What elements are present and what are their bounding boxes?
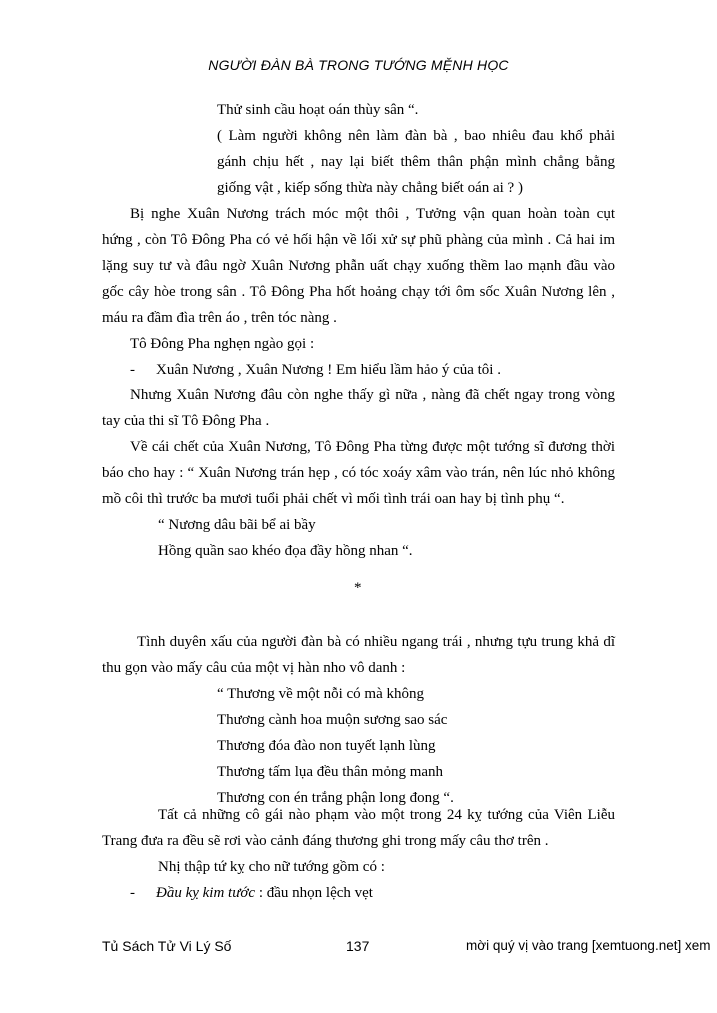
dialogue-text: Xuân Nương , Xuân Nương ! Em hiểu lầm hảo ý của tôi .	[156, 362, 501, 378]
p4-line-1: Về cái chết của Xuân Nương, Tô Đông Pha từng được một tướng sĩ đương thời	[130, 439, 615, 455]
list-desc: : đầu nhọn lệch vẹt	[255, 885, 373, 901]
p5-line-1: Tình duyên xấu của người đàn bà có nhiều ngang trái , nhưng tựu trung khả dĩ	[137, 634, 615, 650]
verse3-line-4: Thương tấm lụa đều thân mỏng manh	[217, 764, 444, 780]
list-dash: -	[130, 885, 135, 901]
footer-right: mời quý vị vào trang [xemtuong.net] xem	[466, 938, 711, 953]
p2-line: Tô Đông Pha nghẹn ngào gọi :	[130, 336, 315, 352]
verse3-line-3: Thương đóa đào non tuyết lạnh lùng	[217, 738, 436, 754]
p1-line-1: Bị nghe Xuân Nương trách móc một thôi , Tưởng vận quan hoàn toàn cụt	[130, 206, 615, 222]
verse3-line-1: “ Thương về một nỗi có mà không	[217, 686, 425, 702]
verse1-line-2: ( Làm người không nên làm đàn bà , bao nhiêu đau khổ phải	[217, 128, 615, 144]
verse2-line-1: “ Nương dâu bãi bể ai bầy	[158, 517, 316, 533]
footer-left: Tủ Sách Tử Vi Lý Số	[102, 938, 232, 954]
p6-line-2: Trang đưa ra đều sẽ rơi vào cảnh đáng thương ghi trong mấy câu thơ trên .	[102, 833, 549, 849]
page-header: NGƯỜI ĐÀN BÀ TRONG TƯỚNG MỆNH HỌC	[208, 57, 509, 73]
dialogue-dash: -	[130, 362, 135, 378]
p3-line-2: tay của thi sĩ Tô Đông Pha .	[102, 413, 270, 429]
p6-line-1: Tất cả những cô gái nào phạm vào một trong 24 kỵ tướng của Viên Liễu	[158, 807, 615, 823]
page-number: 137	[346, 938, 370, 954]
verse1-line-4: giống vật , kiếp sống thừa này chẳng biết oán ai ? )	[217, 180, 523, 196]
p1-line-2: hứng , còn Tô Đông Pha có vẻ hối hận về lối xử sự phũ phàng của mình . Cả hai im	[102, 232, 615, 248]
verse3-line-5: Thương con én trắng phận long đong “.	[217, 790, 454, 806]
list-term: Đầu kỵ kim tước	[156, 885, 256, 901]
p7-line: Nhị thập tứ kỵ cho nữ tướng gồm có :	[158, 859, 385, 875]
p4-line-2: báo cho hay : “ Xuân Nương trán hẹp , có tóc xoáy xâm vào trán, nên lúc nhỏ không	[102, 465, 615, 481]
verse1-line-1: Thử sinh cầu hoạt oán thùy sân “.	[217, 102, 419, 118]
verse3-line-2: Thương cành hoa muộn sương sao sác	[217, 712, 448, 728]
p5-line-2: thu gọn vào mấy câu của một vị hàn nho vô danh :	[102, 660, 406, 676]
list-item	[156, 883, 373, 903]
p4-line-3: mồ côi thì trước ba mươi tuổi phải chết vì mối tình trái oan hay bị tình phụ “.	[102, 491, 565, 507]
p1-line-4: gốc cây hòe trong sân . Tô Đông Pha hốt hoảng chạy tới ôm sốc Xuân Nương lên ,	[102, 284, 615, 300]
verse2-line-2: Hồng quần sao khéo đọa đầy hồng nhan “.	[158, 543, 413, 559]
section-separator: *	[354, 580, 362, 596]
verse1-line-3: gánh chịu hết , nay lại biết thêm thân phận mình chẳng bằng	[217, 154, 615, 170]
p1-line-3: lặng suy tư và đâu ngờ Xuân Nương phẫn uất chạy xuống thềm lao mạnh đầu vào	[102, 258, 615, 274]
p1-line-5: máu ra đầm đìa trên áo , trên tóc nàng .	[102, 310, 337, 326]
p3-line-1: Nhưng Xuân Nương đâu còn nghe thấy gì nữa , nàng đã chết ngay trong vòng	[130, 387, 615, 403]
